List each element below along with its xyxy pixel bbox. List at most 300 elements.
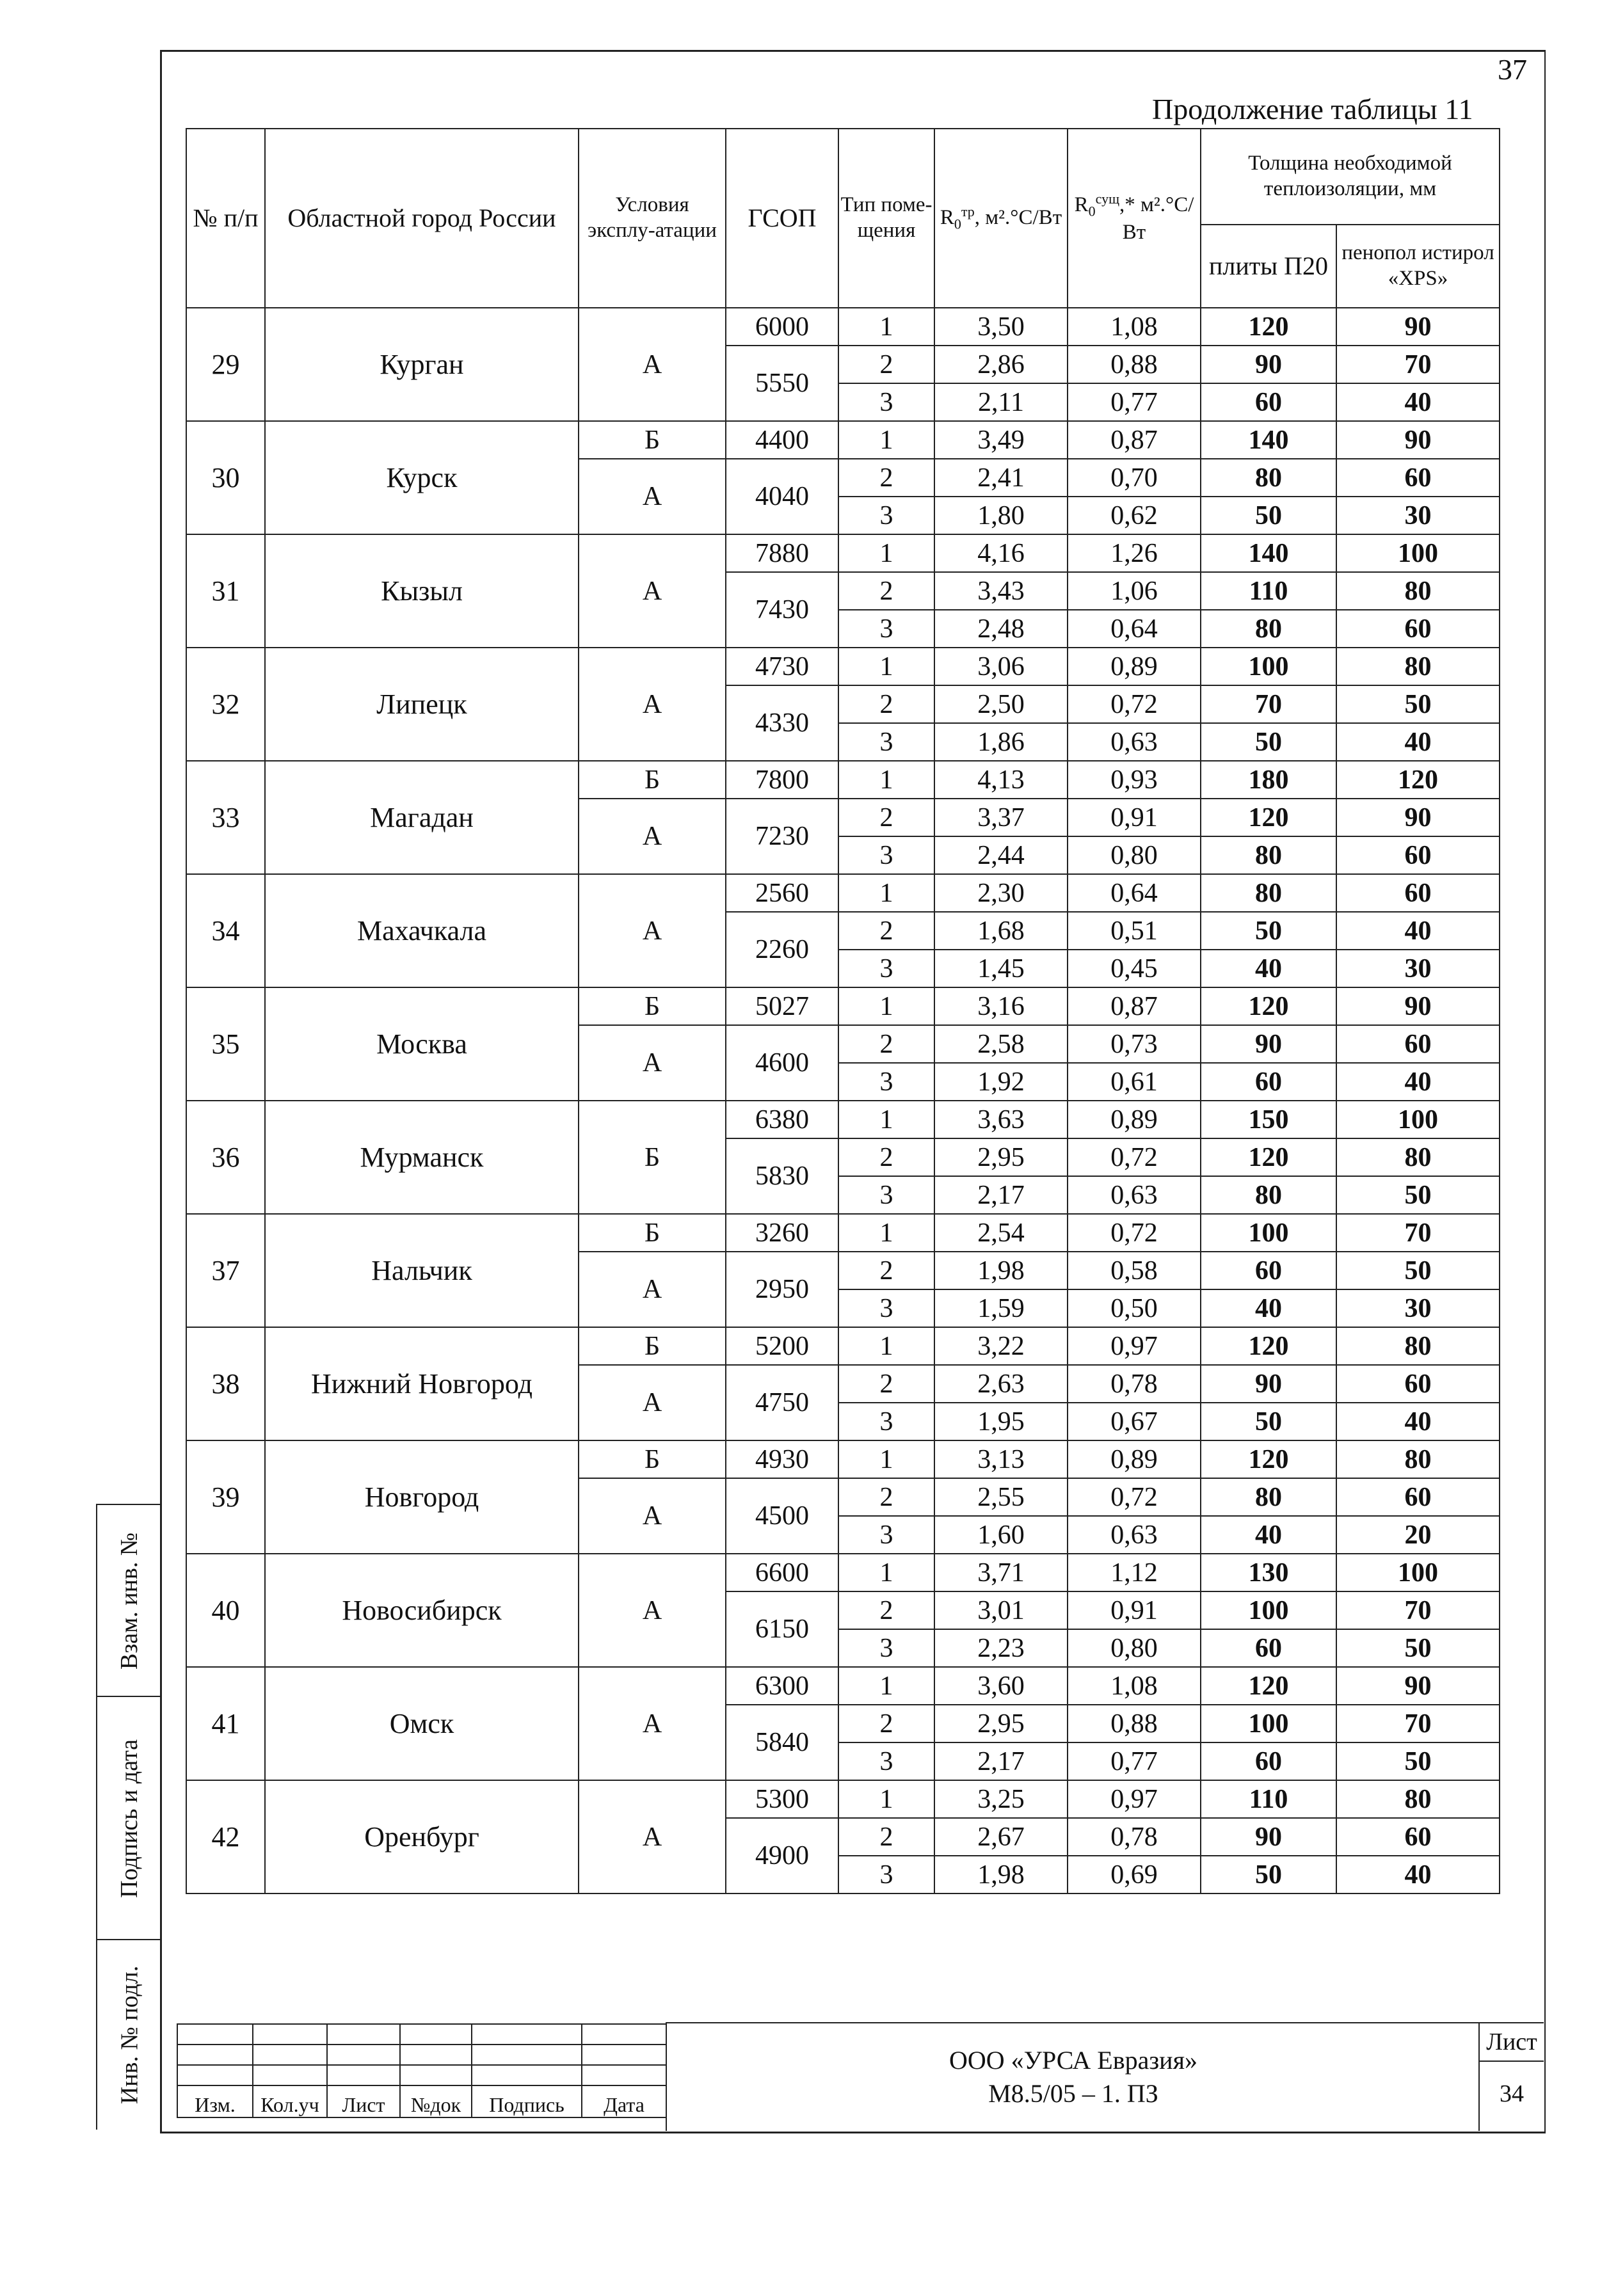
r-required-cell: 1,98 — [934, 1856, 1068, 1893]
stamp-col-ndok: №док — [400, 2085, 472, 2117]
gsop-cell: 6150 — [726, 1591, 838, 1667]
row-number: 42 — [186, 1780, 265, 1893]
row-number: 41 — [186, 1667, 265, 1780]
r-required-cell: 3,43 — [934, 572, 1068, 610]
xps-thickness-cell: 80 — [1336, 1138, 1500, 1176]
xps-thickness-cell: 20 — [1336, 1516, 1500, 1554]
city-name: Омск — [265, 1667, 579, 1780]
room-type-cell: 2 — [838, 912, 934, 950]
room-type-cell: 1 — [838, 1780, 934, 1818]
r-required-cell: 3,50 — [934, 308, 1068, 346]
room-type-cell: 1 — [838, 421, 934, 459]
conditions-cell: А — [579, 648, 726, 761]
xps-thickness-cell: 70 — [1336, 1591, 1500, 1629]
r-required-cell: 3,25 — [934, 1780, 1068, 1818]
row-number: 37 — [186, 1214, 265, 1327]
room-type-cell: 3 — [838, 1856, 934, 1893]
p20-thickness-cell: 100 — [1201, 648, 1336, 685]
room-type-cell: 3 — [838, 497, 934, 534]
conditions-cell: А — [579, 1554, 726, 1667]
room-type-cell: 2 — [838, 346, 934, 383]
p20-thickness-cell: 50 — [1201, 1403, 1336, 1440]
xps-thickness-cell: 30 — [1336, 950, 1500, 987]
r-existing-cell: 0,63 — [1068, 1176, 1201, 1214]
gsop-cell: 6000 — [726, 308, 838, 346]
row-number: 31 — [186, 534, 265, 648]
conditions-cell: А — [579, 534, 726, 648]
xps-thickness-cell: 40 — [1336, 1856, 1500, 1893]
page-number: 37 — [1498, 53, 1527, 86]
room-type-cell: 1 — [838, 1554, 934, 1591]
gsop-cell: 5300 — [726, 1780, 838, 1818]
table-row — [186, 1327, 1500, 1365]
side-label-podpis: Подпись и дата — [97, 1696, 161, 1940]
r-existing-cell: 0,50 — [1068, 1289, 1201, 1327]
room-type-cell: 1 — [838, 534, 934, 572]
xps-thickness-cell: 40 — [1336, 912, 1500, 950]
gsop-cell: 7230 — [726, 799, 838, 874]
gsop-cell: 7430 — [726, 572, 838, 648]
table-row — [186, 1554, 1500, 1591]
r-required-cell: 1,80 — [934, 497, 1068, 534]
room-type-cell: 1 — [838, 1667, 934, 1705]
gsop-cell: 4500 — [726, 1478, 838, 1554]
r-existing-cell: 0,69 — [1068, 1856, 1201, 1893]
r-required-cell: 4,13 — [934, 761, 1068, 799]
r-existing-cell: 1,12 — [1068, 1554, 1201, 1591]
p20-thickness-cell: 50 — [1201, 1856, 1336, 1893]
city-name: Кызыл — [265, 534, 579, 648]
r-required-cell: 1,86 — [934, 723, 1068, 761]
r-required-cell: 2,54 — [934, 1214, 1068, 1252]
xps-thickness-cell: 50 — [1336, 685, 1500, 723]
p20-thickness-cell: 80 — [1201, 459, 1336, 497]
gsop-cell: 4400 — [726, 421, 838, 459]
p20-thickness-cell: 120 — [1201, 308, 1336, 346]
p20-thickness-cell: 80 — [1201, 1478, 1336, 1516]
xps-thickness-cell: 70 — [1336, 346, 1500, 383]
p20-thickness-cell: 50 — [1201, 912, 1336, 950]
room-type-cell: 3 — [838, 1176, 934, 1214]
p20-thickness-cell: 180 — [1201, 761, 1336, 799]
gsop-cell: 4900 — [726, 1818, 838, 1893]
gsop-cell: 7880 — [726, 534, 838, 572]
p20-thickness-cell: 150 — [1201, 1101, 1336, 1138]
r-required-cell: 2,23 — [934, 1629, 1068, 1667]
r-existing-cell: 0,73 — [1068, 1025, 1201, 1063]
room-type-cell: 3 — [838, 1063, 934, 1101]
table-row — [186, 421, 1500, 459]
r-existing-cell: 0,58 — [1068, 1252, 1201, 1289]
room-type-cell: 2 — [838, 1025, 934, 1063]
room-type-cell: 3 — [838, 723, 934, 761]
r-required-cell: 3,16 — [934, 987, 1068, 1025]
room-type-cell: 2 — [838, 1705, 934, 1742]
conditions-cell: Б — [579, 1214, 726, 1252]
xps-thickness-cell: 80 — [1336, 1780, 1500, 1818]
stamp-organization — [666, 2022, 1480, 2131]
header-num: № п/п — [186, 129, 265, 308]
table-row — [186, 987, 1500, 1025]
p20-thickness-cell: 90 — [1201, 1365, 1336, 1403]
row-number: 38 — [186, 1327, 265, 1440]
stamp-col-list: Лист — [327, 2085, 400, 2117]
gsop-cell: 6380 — [726, 1101, 838, 1138]
city-name: Мурманск — [265, 1101, 579, 1214]
r-existing-cell: 0,88 — [1068, 1705, 1201, 1742]
conditions-cell: Б — [579, 1440, 726, 1478]
gsop-cell: 5027 — [726, 987, 838, 1025]
gsop-cell: 5200 — [726, 1327, 838, 1365]
conditions-cell: А — [579, 1365, 726, 1440]
gsop-cell: 2950 — [726, 1252, 838, 1327]
xps-thickness-cell: 40 — [1336, 1403, 1500, 1440]
city-name: Нижний Новгород — [265, 1327, 579, 1440]
p20-thickness-cell: 90 — [1201, 1818, 1336, 1856]
room-type-cell: 2 — [838, 1818, 934, 1856]
conditions-cell: Б — [579, 1327, 726, 1365]
city-name: Нальчик — [265, 1214, 579, 1327]
xps-thickness-cell: 90 — [1336, 308, 1500, 346]
room-type-cell: 1 — [838, 761, 934, 799]
r-required-cell: 3,71 — [934, 1554, 1068, 1591]
room-type-cell: 2 — [838, 459, 934, 497]
r-existing-cell: 0,88 — [1068, 346, 1201, 383]
room-type-cell: 3 — [838, 1629, 934, 1667]
room-type-cell: 2 — [838, 572, 934, 610]
xps-thickness-cell: 30 — [1336, 497, 1500, 534]
conditions-cell: А — [579, 1667, 726, 1780]
city-name: Новгород — [265, 1440, 579, 1554]
r-required-cell: 2,55 — [934, 1478, 1068, 1516]
p20-thickness-cell: 140 — [1201, 421, 1336, 459]
r-required-cell: 2,11 — [934, 383, 1068, 421]
row-number: 29 — [186, 308, 265, 421]
p20-thickness-cell: 60 — [1201, 1629, 1336, 1667]
r-existing-cell: 0,97 — [1068, 1780, 1201, 1818]
r-required-cell: 1,60 — [934, 1516, 1068, 1554]
stamp-col-podpis: Подпись — [472, 2085, 582, 2117]
p20-thickness-cell: 110 — [1201, 572, 1336, 610]
header-city: Областной город России — [265, 129, 579, 308]
r-existing-cell: 0,77 — [1068, 383, 1201, 421]
xps-thickness-cell: 40 — [1336, 383, 1500, 421]
xps-thickness-cell: 90 — [1336, 421, 1500, 459]
r-required-cell: 2,44 — [934, 836, 1068, 874]
r-existing-cell: 0,77 — [1068, 1742, 1201, 1780]
row-number: 30 — [186, 421, 265, 534]
conditions-cell: А — [579, 799, 726, 874]
xps-thickness-cell: 120 — [1336, 761, 1500, 799]
p20-thickness-cell: 100 — [1201, 1591, 1336, 1629]
r-existing-cell: 0,89 — [1068, 648, 1201, 685]
r-existing-cell: 0,63 — [1068, 1516, 1201, 1554]
stamp-col-koluch: Кол.уч — [253, 2085, 327, 2117]
p20-thickness-cell: 80 — [1201, 1176, 1336, 1214]
gsop-cell: 6600 — [726, 1554, 838, 1591]
table-row — [186, 648, 1500, 685]
r-required-cell: 2,58 — [934, 1025, 1068, 1063]
room-type-cell: 3 — [838, 610, 934, 648]
p20-thickness-cell: 80 — [1201, 874, 1336, 912]
xps-thickness-cell: 80 — [1336, 648, 1500, 685]
conditions-cell: А — [579, 459, 726, 534]
conditions-cell: А — [579, 1025, 726, 1101]
gsop-cell: 4930 — [726, 1440, 838, 1478]
row-number: 36 — [186, 1101, 265, 1214]
stamp-sheet — [1478, 2022, 1544, 2131]
p20-thickness-cell: 60 — [1201, 1252, 1336, 1289]
header-room-type: Тип поме-щения — [838, 129, 934, 308]
gsop-cell: 4750 — [726, 1365, 838, 1440]
p20-thickness-cell: 140 — [1201, 534, 1336, 572]
city-name: Москва — [265, 987, 579, 1101]
sheet-number: 34 — [1500, 2080, 1524, 2107]
side-stamp — [96, 1504, 161, 2130]
room-type-cell: 2 — [838, 1365, 934, 1403]
conditions-cell: А — [579, 1478, 726, 1554]
header-xps: пенопол истирол «XPS» — [1336, 225, 1500, 308]
r-existing-cell: 0,61 — [1068, 1063, 1201, 1101]
p20-thickness-cell: 40 — [1201, 1516, 1336, 1554]
gsop-cell: 4600 — [726, 1025, 838, 1101]
header-r-required: $R_0^{тр}$, м².°C/Вт — [934, 129, 1068, 308]
sheet-label: Лист — [1480, 2023, 1544, 2062]
xps-thickness-cell: 50 — [1336, 1252, 1500, 1289]
p20-thickness-cell: 100 — [1201, 1705, 1336, 1742]
gsop-cell: 2560 — [726, 874, 838, 912]
xps-thickness-cell: 60 — [1336, 459, 1500, 497]
table-row — [186, 308, 1500, 346]
stamp-col-data: Дата — [582, 2085, 666, 2117]
xps-thickness-cell: 90 — [1336, 799, 1500, 836]
row-number: 39 — [186, 1440, 265, 1554]
city-name: Махачкала — [265, 874, 579, 987]
table-row — [186, 1440, 1500, 1478]
header-conditions: Условия эксплу-атации — [579, 129, 726, 308]
r-existing-cell: 0,78 — [1068, 1365, 1201, 1403]
row-number: 34 — [186, 874, 265, 987]
p20-thickness-cell: 80 — [1201, 610, 1336, 648]
r-existing-cell: 0,89 — [1068, 1101, 1201, 1138]
r-existing-cell: 0,72 — [1068, 1138, 1201, 1176]
r-required-cell: 3,37 — [934, 799, 1068, 836]
header-gsop: ГСОП — [726, 129, 838, 308]
r-existing-cell: 0,45 — [1068, 950, 1201, 987]
gsop-cell: 2260 — [726, 912, 838, 987]
r-required-cell: 1,59 — [934, 1289, 1068, 1327]
conditions-cell: Б — [579, 761, 726, 799]
table-row — [186, 874, 1500, 912]
r-existing-cell: 0,72 — [1068, 685, 1201, 723]
table-row — [186, 1667, 1500, 1705]
xps-thickness-cell: 70 — [1336, 1214, 1500, 1252]
r-required-cell: 1,95 — [934, 1403, 1068, 1440]
gsop-cell: 4040 — [726, 459, 838, 534]
conditions-cell: А — [579, 874, 726, 987]
r-existing-cell: 0,62 — [1068, 497, 1201, 534]
room-type-cell: 1 — [838, 987, 934, 1025]
r-existing-cell: 1,26 — [1068, 534, 1201, 572]
xps-thickness-cell: 90 — [1336, 1667, 1500, 1705]
p20-thickness-cell: 50 — [1201, 497, 1336, 534]
conditions-cell: Б — [579, 1101, 726, 1214]
r-required-cell: 2,63 — [934, 1365, 1068, 1403]
xps-thickness-cell: 80 — [1336, 1440, 1500, 1478]
r-required-cell: 1,98 — [934, 1252, 1068, 1289]
xps-thickness-cell: 60 — [1336, 874, 1500, 912]
r-required-cell: 2,67 — [934, 1818, 1068, 1856]
gsop-cell: 5550 — [726, 346, 838, 421]
header-thickness: Толщина необходимой теплоизоляции, мм — [1201, 129, 1500, 225]
r-required-cell: 1,45 — [934, 950, 1068, 987]
p20-thickness-cell: 70 — [1201, 685, 1336, 723]
r-existing-cell: 0,91 — [1068, 799, 1201, 836]
r-required-cell: 1,68 — [934, 912, 1068, 950]
p20-thickness-cell: 120 — [1201, 1667, 1336, 1705]
r-existing-cell: 0,89 — [1068, 1440, 1201, 1478]
r-required-cell: 2,48 — [934, 610, 1068, 648]
r-existing-cell: 0,63 — [1068, 723, 1201, 761]
room-type-cell: 1 — [838, 874, 934, 912]
r-required-cell: 2,17 — [934, 1176, 1068, 1214]
continuation-caption: Продолжение таблицы 11 — [1152, 93, 1473, 125]
r-required-cell: 2,17 — [934, 1742, 1068, 1780]
r-existing-cell: 0,80 — [1068, 1629, 1201, 1667]
p20-thickness-cell: 90 — [1201, 1025, 1336, 1063]
p20-thickness-cell: 80 — [1201, 836, 1336, 874]
p20-thickness-cell: 40 — [1201, 950, 1336, 987]
r-existing-cell: 0,91 — [1068, 1591, 1201, 1629]
insulation-table — [186, 128, 1500, 1894]
gsop-cell: 3260 — [726, 1214, 838, 1252]
r-existing-cell: 0,87 — [1068, 421, 1201, 459]
r-required-cell: 1,92 — [934, 1063, 1068, 1101]
city-name: Курган — [265, 308, 579, 421]
p20-thickness-cell: 40 — [1201, 1289, 1336, 1327]
room-type-cell: 1 — [838, 308, 934, 346]
room-type-cell: 2 — [838, 1478, 934, 1516]
table-row — [186, 1780, 1500, 1818]
p20-thickness-cell: 120 — [1201, 799, 1336, 836]
r-required-cell: 2,95 — [934, 1138, 1068, 1176]
room-type-cell: 3 — [838, 1742, 934, 1780]
p20-thickness-cell: 130 — [1201, 1554, 1336, 1591]
xps-thickness-cell: 40 — [1336, 723, 1500, 761]
r-existing-cell: 0,80 — [1068, 836, 1201, 874]
room-type-cell: 2 — [838, 685, 934, 723]
gsop-cell: 7800 — [726, 761, 838, 799]
gsop-cell: 6300 — [726, 1667, 838, 1705]
p20-thickness-cell: 120 — [1201, 1327, 1336, 1365]
r-existing-cell: 0,78 — [1068, 1818, 1201, 1856]
p20-thickness-cell: 110 — [1201, 1780, 1336, 1818]
xps-thickness-cell: 80 — [1336, 572, 1500, 610]
gsop-cell: 4730 — [726, 648, 838, 685]
room-type-cell: 1 — [838, 1440, 934, 1478]
room-type-cell: 1 — [838, 1214, 934, 1252]
r-required-cell: 2,50 — [934, 685, 1068, 723]
r-existing-cell: 0,70 — [1068, 459, 1201, 497]
conditions-cell: Б — [579, 987, 726, 1025]
xps-thickness-cell: 90 — [1336, 987, 1500, 1025]
gsop-cell: 4330 — [726, 685, 838, 761]
room-type-cell: 2 — [838, 1138, 934, 1176]
r-existing-cell: 0,64 — [1068, 874, 1201, 912]
org-name: ООО «УРСА Евразия» — [949, 2046, 1197, 2075]
r-required-cell: 2,41 — [934, 459, 1068, 497]
r-required-cell: 2,30 — [934, 874, 1068, 912]
room-type-cell: 2 — [838, 1591, 934, 1629]
r-existing-cell: 0,93 — [1068, 761, 1201, 799]
xps-thickness-cell: 50 — [1336, 1629, 1500, 1667]
table-row — [186, 761, 1500, 799]
xps-thickness-cell: 100 — [1336, 534, 1500, 572]
r-required-cell: 2,86 — [934, 346, 1068, 383]
room-type-cell: 1 — [838, 648, 934, 685]
r-existing-cell: 0,87 — [1068, 987, 1201, 1025]
xps-thickness-cell: 60 — [1336, 1365, 1500, 1403]
r-required-cell: 4,16 — [934, 534, 1068, 572]
xps-thickness-cell: 60 — [1336, 610, 1500, 648]
side-label-inv: Инв. № подл. — [97, 1939, 161, 2130]
room-type-cell: 3 — [838, 1289, 934, 1327]
stamp-col-izm: Изм. — [177, 2085, 253, 2117]
table-row — [186, 1214, 1500, 1252]
r-required-cell: 2,95 — [934, 1705, 1068, 1742]
city-name: Новосибирск — [265, 1554, 579, 1667]
gsop-cell: 5840 — [726, 1705, 838, 1780]
row-number: 40 — [186, 1554, 265, 1667]
room-type-cell: 1 — [838, 1101, 934, 1138]
row-number: 33 — [186, 761, 265, 874]
r-existing-cell: 1,06 — [1068, 572, 1201, 610]
table-row — [186, 1101, 1500, 1138]
p20-thickness-cell: 120 — [1201, 1138, 1336, 1176]
xps-thickness-cell: 70 — [1336, 1705, 1500, 1742]
room-type-cell: 3 — [838, 383, 934, 421]
room-type-cell: 2 — [838, 799, 934, 836]
room-type-cell: 2 — [838, 1252, 934, 1289]
p20-thickness-cell: 60 — [1201, 1742, 1336, 1780]
xps-thickness-cell: 80 — [1336, 1327, 1500, 1365]
room-type-cell: 3 — [838, 836, 934, 874]
p20-thickness-cell: 50 — [1201, 723, 1336, 761]
header-p20: плиты П20 — [1201, 225, 1336, 308]
r-required-cell: 3,49 — [934, 421, 1068, 459]
p20-thickness-cell: 60 — [1201, 1063, 1336, 1101]
city-name: Липецк — [265, 648, 579, 761]
doc-code: М8.5/05 – 1. ПЗ — [988, 2079, 1158, 2108]
room-type-cell: 3 — [838, 1403, 934, 1440]
p20-thickness-cell: 100 — [1201, 1214, 1336, 1252]
r-existing-cell: 0,72 — [1068, 1214, 1201, 1252]
xps-thickness-cell: 100 — [1336, 1101, 1500, 1138]
conditions-cell: Б — [579, 421, 726, 459]
conditions-cell: А — [579, 1780, 726, 1893]
r-existing-cell: 0,51 — [1068, 912, 1201, 950]
header-r-existing: $R_0^{сущ},*$ м².°C/Вт — [1068, 129, 1201, 308]
r-required-cell: 3,01 — [934, 1591, 1068, 1629]
r-required-cell: 3,60 — [934, 1667, 1068, 1705]
r-required-cell: 3,22 — [934, 1327, 1068, 1365]
r-existing-cell: 0,64 — [1068, 610, 1201, 648]
r-existing-cell: 0,97 — [1068, 1327, 1201, 1365]
p20-thickness-cell: 90 — [1201, 346, 1336, 383]
p20-thickness-cell: 120 — [1201, 1440, 1336, 1478]
r-existing-cell: 1,08 — [1068, 1667, 1201, 1705]
side-label-vzam: Взам. инв. № — [97, 1504, 161, 1697]
